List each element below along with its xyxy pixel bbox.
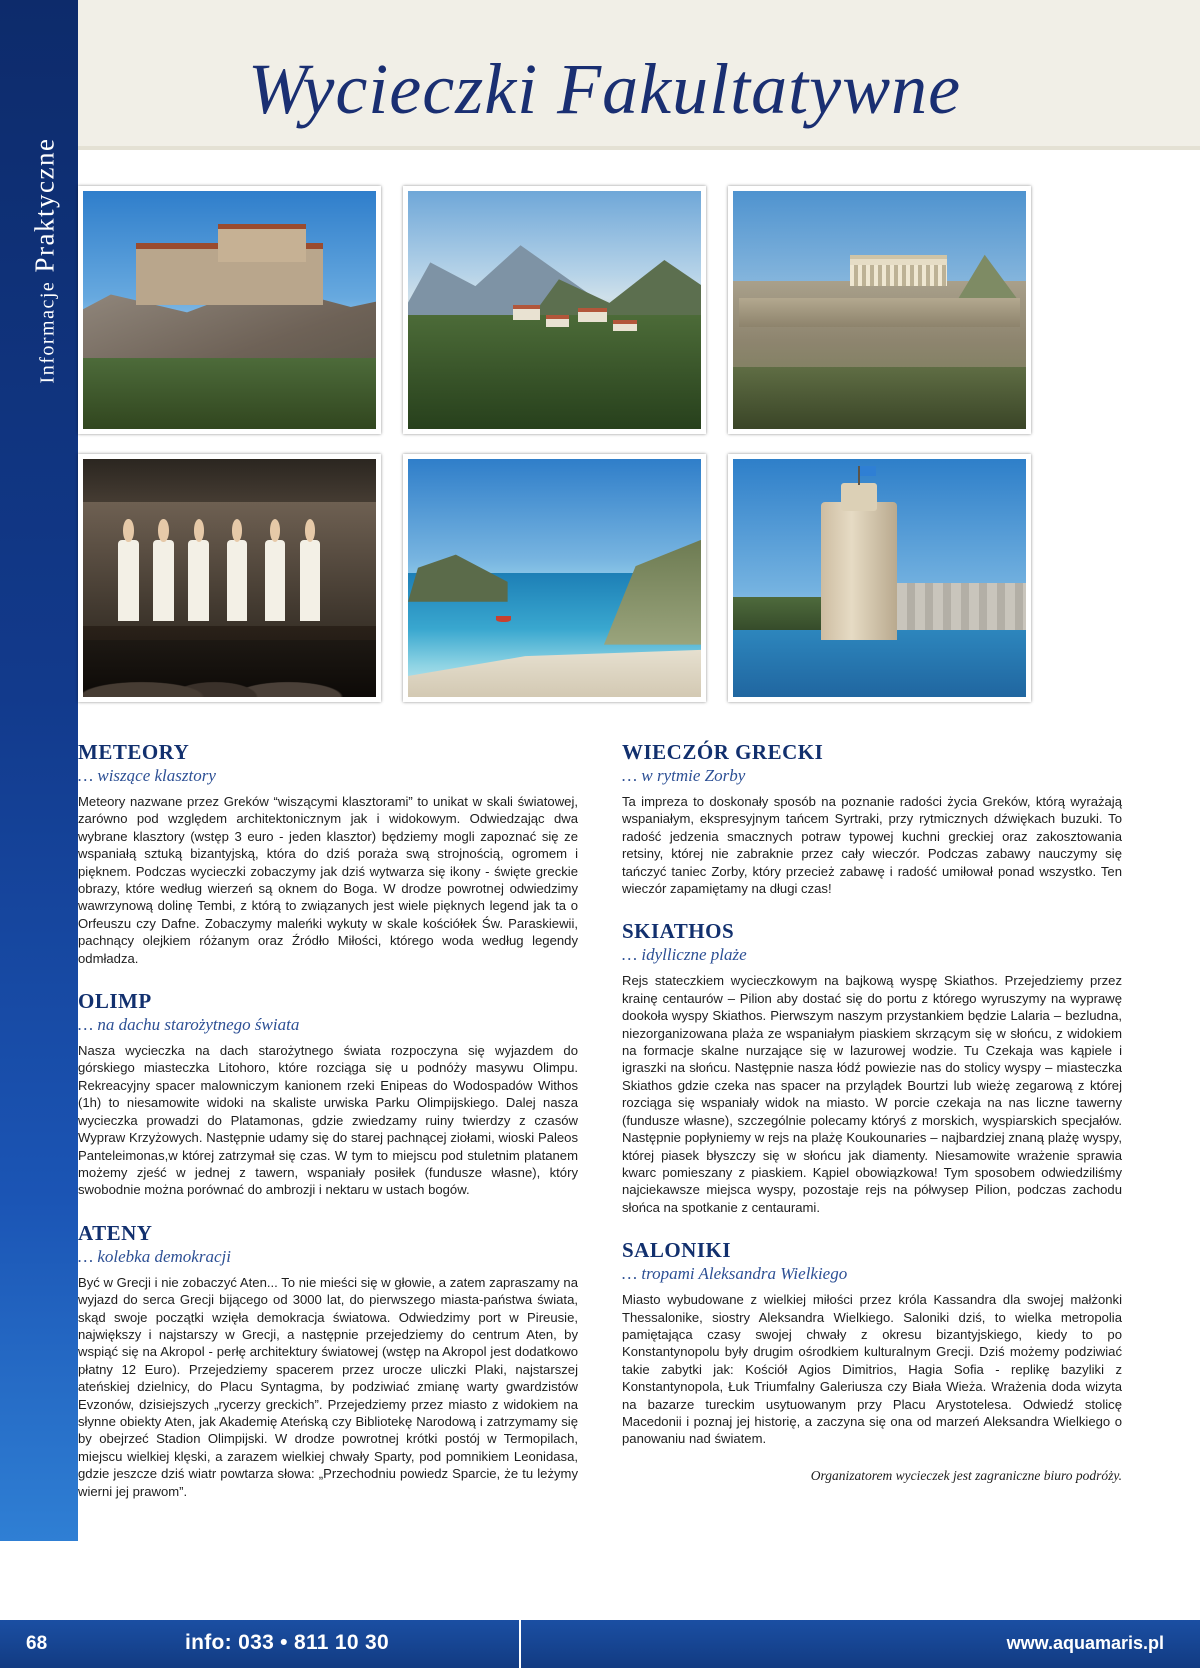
article-columns bbox=[78, 740, 1123, 1520]
section-subtitle-skiathos: … idylliczne plaże bbox=[622, 945, 747, 965]
section-subtitle-saloniki: … tropami Aleksandra Wielkiego bbox=[622, 1264, 848, 1284]
section-body-meteory: Meteory nazwane przez Greków “wiszącymi klasztorami” to unikat w skali światowej, zarówno pod względem architektonicznym jak i widokowym. Odwiedzając dwa wybrane klasztory (wstęp 3 euro - jeden klasztor) będziemy mogli zapoznać się ze wspaniałą sztuką bizantyjską, która do dziś poraża swą strojnością, ogromem i pięknem. Podczas wycieczki zobaczymy jak dziś wytwarza się ikony - święte greckie obrazy, które według wierzeń są oknem do Boga. W drodze powrotnej odwiedzimy wawrzynową dolinę Tembi, z którą to związanych jest wiele pięknych legend jak ta o Orfeuszu czy Dafne. Zobaczymy maleńki wykuty w skale kościółek Św. Paraskiewii, pachnący olejkiem różanym oraz Źródło Miłości, którego woda według legendy odmładza. bbox=[78, 794, 578, 966]
section-subtitle-ateny: … kolebka demokracji bbox=[78, 1246, 231, 1266]
photo-greek-dancers bbox=[78, 454, 381, 702]
photo-acropolis-athens bbox=[728, 186, 1031, 434]
sidebar-label-informacje: Informacje bbox=[36, 280, 59, 384]
photo-gallery bbox=[78, 186, 1078, 722]
section-title-skiathos: SKIATHOS bbox=[622, 919, 735, 944]
photo-row-top bbox=[78, 186, 1078, 434]
photo-skiathos-beach bbox=[403, 454, 706, 702]
photo-mountain-village bbox=[403, 186, 706, 434]
section-subtitle-wieczor-grecki: … w rytmie Zorby bbox=[622, 766, 746, 785]
photo-row-bottom bbox=[78, 454, 1078, 702]
footer-website-link[interactable]: www.aquamaris.pl bbox=[1006, 1633, 1164, 1653]
section-title-saloniki: SALONIKI bbox=[622, 1238, 732, 1263]
section-title-wieczor-grecki: WIECZÓR GRECKI bbox=[622, 740, 824, 764]
sidebar-label-praktyczne: Praktyczne bbox=[29, 137, 60, 273]
sidebar-vertical-bar bbox=[0, 0, 78, 1541]
organizer-note: Organizatorem wycieczek jest zagraniczne biuro podróży. bbox=[810, 1467, 1122, 1483]
section-title-meteory: METEORY bbox=[78, 740, 190, 764]
section-title-ateny: ATENY bbox=[78, 1220, 153, 1245]
photo-meteora-monastery bbox=[78, 186, 381, 434]
left-column bbox=[78, 740, 578, 1520]
section-title-olimp: OLIMP bbox=[78, 989, 152, 1014]
section-body-saloniki: Miasto wybudowane z wielkiej miłości przez króla Kassandra dla swojej małżonki Thessalonike, siostry Aleksandra Wielkiego. Saloniki dziś, to wielka metropolia pamiętająca czasy swojej chwały z okresu bizantyjskiego, kiedy to po Konstantynopolu były drugim ośrodkiem kulturalnym Grecji. Dziś możemy podziwiać takie zabytki jak: Kościół Agios Dimitrios, Hagia Sofia - replikę bazyliki z Konstantynopola, Łuk Triumfalny Galeriusza czy Biała Wieża. Wrażenia doda wizyta na bazarze tureckim usytuowanym przy Placu Arystotelesa. Odwiedź stolicę Macedonii i poznaj jej historię, a zaczyna się ona od marzeń Aleksandra Wielkiego o panowaniu nad światem. bbox=[622, 1292, 1122, 1447]
footer-white-strip bbox=[0, 1610, 1200, 1620]
section-body-wieczor-grecki: Ta impreza to doskonały sposób na poznanie radości życia Greków, którą wyrażają wspaniałym, ekspresyjnym tańcem Syrtraki, przy rytmicznych dźwiękach buzuki. To radość jedzenia smacznych potraw typowej kuchni greckiej oraz zakosztowania retsiny, której nie zabraknie przez cały wieczór. Podczas zabawy nauczymy się tańczyć taniec Zorby, który przecież zabawę i radość umiłował ponad wszystko. Ten wieczór zapamiętamy na długi czas! bbox=[622, 794, 1122, 897]
section-subtitle-meteory: … wiszące klasztory bbox=[78, 766, 216, 785]
page-title: Wycieczki Fakultatywne bbox=[248, 49, 962, 129]
section-body-skiathos: Rejs stateczkiem wycieczkowym na bajkową wyspę Skiathos. Przejedziemy przez krainę centaurów – Pilion aby dostać się do portu z którego wyruszymy na wyprawę dookoła wyspy Skiathos. Pierwszym naszym przystankiem będzie Lalaria – bezludna, niezorganizowana plaża ze wspaniałym piaskiem skrzącym się w słońcu, z widokiem na formacje skalne nurzające się w lazurowej wodzie. Tu Czekaja was kąpiele i igraszki na słońcu. Następnie nasza łódź powiezie nas do stolicy wyspy – miasteczka Skiathos gdzie czeka nas spacer na przylądek Bourtzi lub wieżę zegarową z której rozciąga się wspaniały widok na miasto. W porcie czekaja na nas liczne tawerny (fundusze własne), szczególnie polecamy któryś z morskich, wyspiarskich specjałów. Następnie popłyniemy w rejs na plażę Koukounaries – najbardziej znaną plażę wyspy, której piasek błyszczy się w słońcu jak diamenty. Niesamowite wrażenie sprawia kwarc pomieszany z piaskiem. Kąpiel obowiązkowa! Tym sposobem odwiedziliśmy najciekawsze miejsca wyspy, pozostaje rejs na półwysep Pilion, podczas zachodu słońca na spotkanie z centaurami. bbox=[622, 973, 1122, 1215]
page-footer bbox=[0, 1620, 1200, 1668]
right-column bbox=[622, 740, 1122, 1520]
section-body-ateny: Być w Grecji i nie zobaczyć Aten... To nie mieści się w głowie, a zatem zapraszamy na wyjazd do serca Grecji bijącego od 3000 lat, do pierwszego miasta-państwa świata, skąd swoje początki wzięła demokracja światowa. Odwiedzimy port w Pireusie, największy i najstarszy w Grecji, a następnie przejedziemy do centrum Aten, by wspiąć się na Akropol - perłę architektury światowej (wstęp na Akropol jest dodatkowo płatny 12 Euro). Przejedziemy spacerem przez urocze uliczki Plaki, najstarszej ateńskiej dzielnicy, do Placu Syntagma, by podziwiać zmianę warty gwardzistów Evzonów, dzisiejszych „rycerzy greckich”. Przejedziemy przez miasto z widokiem na słynne obiekty Aten, jak Akademię Ateńską czy Bibliotekę Narodową i zatrzymamy się by obejrzeć Stadion Olimpijski. W drodze powrotnej krótki postój w Termopilach, miejscu wielkiej klęski, a zarazem wielkiej chwały Sparty, pod pomnikiem Leonidasa, gdzie jeszcze dziś wiatr powtarza słowa: „Przechodniu powiedz Sparcie, że tu leżymy wierni jej prawom”. bbox=[78, 1274, 578, 1499]
photo-white-tower-thessaloniki bbox=[728, 454, 1031, 702]
footer-phone-info: info: 033 • 811 10 30 bbox=[185, 1631, 389, 1654]
page-header bbox=[78, 0, 1200, 150]
section-body-olimp: Nasza wycieczka na dach starożytnego świata rozpoczyna się wyjazdem do górskiego miasteczka Litohoro, które rozciąga się u podnóży masywu Olimpu. Rekreacyjny spacer malowniczym kanionem rzeki Enipeas do Wodospadów Withos (1h) to niesamowite widoki na skaliste urwiska Parku Olimpijskiego. Dalej nasza wycieczka prowadzi do Platamonas, gdzie zwiedzamy ruiny twierdzy z czasów Wypraw Krzyżowych. Następnie udamy się do starej pachnącej ziołami, wioski Paleos Panteleimonas,w której zatrzymał się czas. W tym to miejscu pod stuletnim platanem możemy zjeść w jednej z tawern, wspaniały posiłek (fundusze własne), który swobodnie można porównać do ambrozji i nektaru w ustach bogów. bbox=[78, 1043, 578, 1198]
page-number: 68 bbox=[26, 1633, 48, 1654]
section-subtitle-olimp: … na dachu starożytnego świata bbox=[78, 1015, 300, 1035]
sidebar-label bbox=[30, 1, 61, 521]
footer-divider bbox=[519, 1620, 521, 1668]
